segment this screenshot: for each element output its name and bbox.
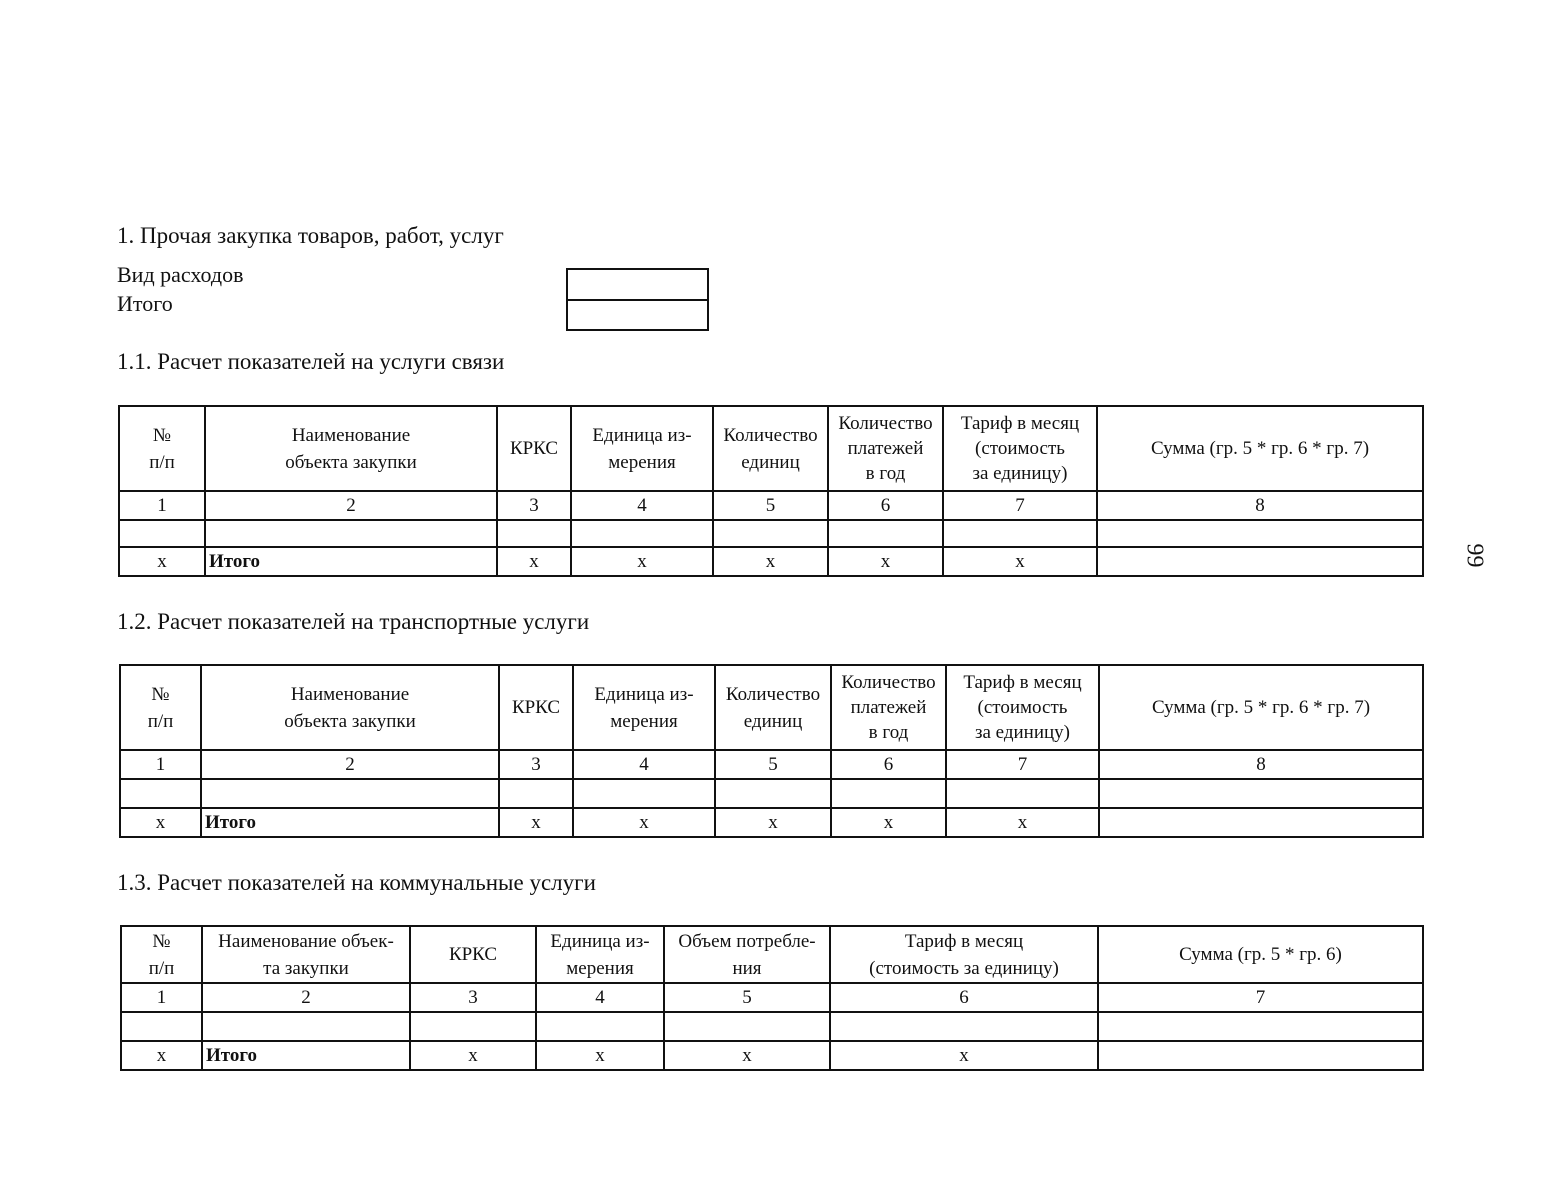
total-row (119, 547, 1423, 576)
total-sum-cell[interactable] (1099, 808, 1423, 837)
total-cell: х (946, 808, 1099, 837)
column-number: 2 (202, 983, 410, 1012)
header-cell: Тариф в месяц (стоимость за единицу) (946, 665, 1099, 750)
total-label: Итого (201, 808, 499, 837)
header-cell: Количество единиц (715, 665, 831, 750)
empty-cell[interactable] (831, 779, 946, 808)
header-cell: Количество единиц (713, 406, 828, 491)
column-number: 7 (943, 491, 1097, 520)
column-number: 6 (830, 983, 1098, 1012)
header-row (119, 406, 1423, 491)
header-cell: Количество платежей в год (828, 406, 943, 491)
header-cell: Единица из- мерения (536, 926, 664, 983)
header-cell: Сумма (гр. 5 * гр. 6) (1098, 926, 1423, 983)
total-cell: х (536, 1041, 664, 1070)
column-number: 4 (536, 983, 664, 1012)
column-number-row (121, 983, 1423, 1012)
header-row (120, 665, 1423, 750)
column-number: 6 (828, 491, 943, 520)
vid-rashodov-label: Вид расходов (117, 262, 244, 287)
header-cell: КРКС (497, 406, 571, 491)
empty-cell[interactable] (715, 779, 831, 808)
empty-data-row (121, 1012, 1423, 1041)
empty-cell[interactable] (713, 520, 828, 547)
column-number: 5 (713, 491, 828, 520)
column-number: 3 (499, 750, 573, 779)
column-number: 7 (1098, 983, 1423, 1012)
empty-cell[interactable] (205, 520, 497, 547)
empty-cell[interactable] (828, 520, 943, 547)
column-number: 2 (201, 750, 499, 779)
total-cell: х (715, 808, 831, 837)
header-cell: КРКС (499, 665, 573, 750)
header-cell: № п/п (120, 665, 201, 750)
column-number: 5 (664, 983, 830, 1012)
column-number: 3 (497, 491, 571, 520)
total-cell: х (121, 1041, 202, 1070)
empty-cell[interactable] (1099, 779, 1423, 808)
empty-cell[interactable] (943, 520, 1097, 547)
total-sum-cell[interactable] (1097, 547, 1423, 576)
column-number: 6 (831, 750, 946, 779)
column-number-row (119, 491, 1423, 520)
total-cell: х (119, 547, 205, 576)
header-cell: Сумма (гр. 5 * гр. 6 * гр. 7) (1099, 665, 1423, 750)
itogo-box (566, 299, 709, 331)
empty-cell[interactable] (664, 1012, 830, 1041)
column-number: 8 (1097, 491, 1423, 520)
table-2-title: 1.2. Расчет показателей на транспортные услуги (117, 609, 590, 634)
header-cell: Тариф в месяц (стоимость за единицу) (830, 926, 1098, 983)
column-number: 7 (946, 750, 1099, 779)
column-number: 4 (573, 750, 715, 779)
header-cell: Наименование объек- та закупки (202, 926, 410, 983)
total-cell: х (120, 808, 201, 837)
table-transport (119, 664, 1424, 838)
empty-cell[interactable] (120, 779, 201, 808)
empty-cell[interactable] (573, 779, 715, 808)
header-cell: Количество платежей в год (831, 665, 946, 750)
empty-cell[interactable] (497, 520, 571, 547)
header-cell: Объем потребле- ния (664, 926, 830, 983)
page-number: 99 (1461, 543, 1488, 568)
empty-cell[interactable] (499, 779, 573, 808)
column-number: 4 (571, 491, 713, 520)
empty-cell[interactable] (1098, 1012, 1423, 1041)
column-number: 1 (119, 491, 205, 520)
section-title: 1. Прочая закупка товаров, работ, услуг (117, 223, 504, 248)
empty-cell[interactable] (119, 520, 205, 547)
column-number: 1 (120, 750, 201, 779)
empty-cell[interactable] (202, 1012, 410, 1041)
empty-data-row (120, 779, 1423, 808)
total-cell: х (410, 1041, 536, 1070)
table-utilities (120, 925, 1424, 1071)
empty-cell[interactable] (410, 1012, 536, 1041)
empty-cell[interactable] (830, 1012, 1098, 1041)
total-cell: х (664, 1041, 830, 1070)
total-label: Итого (205, 547, 497, 576)
table-3-title: 1.3. Расчет показателей на коммунальные услуги (117, 870, 596, 895)
column-number: 5 (715, 750, 831, 779)
vid-rashodov-box (566, 268, 709, 301)
total-cell: х (497, 547, 571, 576)
empty-cell[interactable] (571, 520, 713, 547)
empty-cell[interactable] (201, 779, 499, 808)
header-cell: Наименование объекта закупки (205, 406, 497, 491)
header-cell: КРКС (410, 926, 536, 983)
empty-cell[interactable] (946, 779, 1099, 808)
column-number-row (120, 750, 1423, 779)
header-cell: № п/п (121, 926, 202, 983)
itogo-label: Итого (117, 291, 173, 316)
total-cell: х (830, 1041, 1098, 1070)
total-cell: х (828, 547, 943, 576)
header-row (121, 926, 1423, 983)
total-row (121, 1041, 1423, 1070)
total-label: Итого (202, 1041, 410, 1070)
empty-cell[interactable] (536, 1012, 664, 1041)
table-communication (118, 405, 1424, 577)
column-number: 8 (1099, 750, 1423, 779)
total-cell: х (713, 547, 828, 576)
column-number: 3 (410, 983, 536, 1012)
header-cell: № п/п (119, 406, 205, 491)
total-sum-cell[interactable] (1098, 1041, 1423, 1070)
total-cell: х (571, 547, 713, 576)
column-number: 2 (205, 491, 497, 520)
total-row (120, 808, 1423, 837)
total-cell: х (573, 808, 715, 837)
header-cell: Единица из- мерения (573, 665, 715, 750)
empty-cell[interactable] (1097, 520, 1423, 547)
header-cell: Наименование объекта закупки (201, 665, 499, 750)
column-number: 1 (121, 983, 202, 1012)
total-cell: х (831, 808, 946, 837)
table-1-title: 1.1. Расчет показателей на услуги связи (117, 349, 505, 374)
header-cell: Единица из- мерения (571, 406, 713, 491)
empty-cell[interactable] (121, 1012, 202, 1041)
header-cell: Сумма (гр. 5 * гр. 6 * гр. 7) (1097, 406, 1423, 491)
total-cell: х (499, 808, 573, 837)
header-cell: Тариф в месяц (стоимость за единицу) (943, 406, 1097, 491)
total-cell: х (943, 547, 1097, 576)
empty-data-row (119, 520, 1423, 547)
